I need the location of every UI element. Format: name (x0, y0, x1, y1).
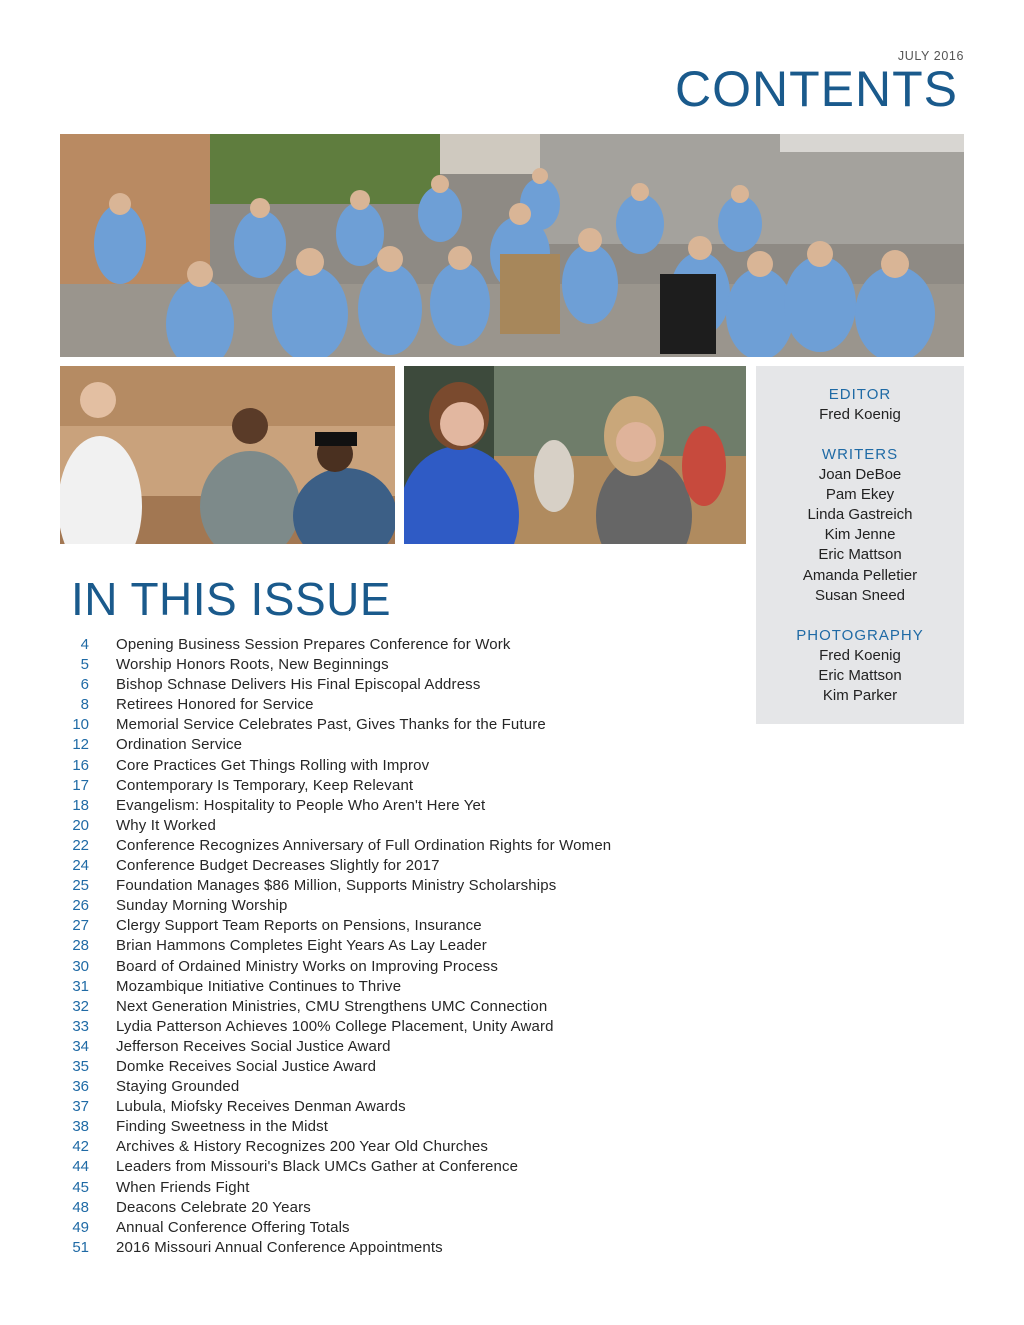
toc-item[interactable] (60, 856, 720, 876)
toc-item[interactable] (60, 836, 720, 856)
toc-item[interactable] (60, 957, 720, 977)
editor-group (756, 385, 964, 425)
toc-page-number: 37 (72, 1098, 89, 1116)
toc-article-title: Jefferson Receives Social Justice Award (116, 1037, 391, 1055)
toc-page-number: 42 (72, 1138, 89, 1156)
toc-page-number: 49 (72, 1218, 89, 1236)
toc-page-number: 5 (80, 656, 89, 674)
toc-page-number: 48 (72, 1198, 89, 1216)
toc-item[interactable] (60, 936, 720, 956)
toc-page-number: 4 (80, 636, 89, 653)
toc-article-title: Opening Business Session Prepares Conference for Work (116, 636, 511, 653)
toc-page-number: 35 (72, 1057, 89, 1075)
group-walk-photo (60, 134, 964, 357)
toc-article-title: Brian Hammons Completes Eight Years As Lay Leader (116, 937, 487, 955)
editor-name: Fred Koenig (819, 406, 901, 423)
toc-article-title: Conference Recognizes Anniversary of Full Ordination Rights for Women (116, 836, 612, 854)
toc-page-number: 30 (72, 957, 89, 975)
toc-page-number: 38 (72, 1118, 89, 1136)
writer-name: Amanda Pelletier (802, 566, 918, 584)
toc-page-number: 28 (72, 937, 89, 955)
writer-name: Linda Gastreich (807, 506, 913, 524)
toc-page-number: 26 (72, 897, 89, 915)
photography-group (756, 626, 964, 706)
toc-article-title: Conference Budget Decreases Slightly for 2017 (116, 857, 440, 875)
toc-page-number: 24 (72, 857, 89, 875)
photography-label: PHOTOGRAPHY (796, 626, 924, 644)
writer-name: Eric Mattson (818, 546, 902, 564)
toc-article-title: Leaders from Missouri's Black UMCs Gather at Conference (116, 1158, 519, 1176)
toc-page-number: 31 (72, 977, 89, 995)
writer-name: Susan Sneed (814, 586, 906, 604)
toc-item[interactable] (60, 1198, 720, 1218)
toc-item[interactable] (60, 675, 720, 695)
toc-article-title: Memorial Service Celebrates Past, Gives Thanks for the Future (116, 716, 546, 734)
toc-item[interactable] (60, 735, 720, 755)
toc-item[interactable] (60, 1178, 720, 1198)
toc-article-title: Archives & History Recognizes 200 Year Old Churches (116, 1138, 488, 1156)
toc-item[interactable] (60, 816, 720, 836)
toc-item[interactable] (60, 796, 720, 816)
toc-article-title: Deacons Celebrate 20 Years (116, 1198, 311, 1216)
toc-page-number: 44 (72, 1158, 89, 1176)
toc-item[interactable] (60, 1077, 720, 1097)
toc-item[interactable] (60, 1117, 720, 1137)
toc-page-number: 22 (72, 836, 89, 854)
photographer-name: Eric Mattson (818, 666, 902, 684)
toc-item[interactable] (60, 896, 720, 916)
toc-page-number: 12 (72, 736, 89, 754)
writer-name: Kim Jenne (824, 526, 896, 544)
toc-item[interactable] (60, 695, 720, 715)
issue-date: JULY 2016 (897, 49, 964, 63)
toc-article-title: 2016 Missouri Annual Conference Appointments (116, 1238, 443, 1256)
toc-article-title: Worship Honors Roots, New Beginnings (116, 656, 389, 674)
credits-panel (756, 366, 964, 724)
toc-article-title: Staying Grounded (116, 1078, 240, 1096)
toc-article-title: Board of Ordained Ministry Works on Improving Process (116, 957, 498, 975)
toc-article-title: Contemporary Is Temporary, Keep Relevant (116, 776, 414, 794)
women-talking-photo (404, 366, 746, 544)
writer-name: Pam Ekey (825, 486, 895, 504)
table-of-contents (60, 635, 720, 1258)
toc-item[interactable] (60, 1157, 720, 1177)
toc-page-number: 51 (72, 1238, 89, 1256)
toc-page-number: 16 (72, 756, 89, 774)
toc-item[interactable] (60, 756, 720, 776)
toc-article-title: Ordination Service (116, 736, 243, 754)
toc-article-title: Retirees Honored for Service (116, 696, 314, 714)
toc-item[interactable] (60, 916, 720, 936)
toc-article-title: Foundation Manages $86 Million, Supports Ministry Scholarships (116, 877, 557, 895)
toc-page-number: 20 (72, 816, 89, 834)
toc-page-number: 18 (72, 796, 89, 814)
toc-item[interactable] (60, 1057, 720, 1077)
writer-name: Joan DeBoe (818, 466, 902, 484)
writers-group (756, 445, 964, 606)
toc-page-number: 10 (72, 716, 89, 734)
toc-item[interactable] (60, 1017, 720, 1037)
toc-page-number: 25 (72, 877, 89, 895)
photographer-name: Kim Parker (822, 686, 898, 704)
toc-article-title: Sunday Morning Worship (116, 897, 288, 915)
toc-article-title: Annual Conference Offering Totals (116, 1218, 350, 1236)
toc-page-number: 8 (80, 696, 89, 714)
toc-item[interactable] (60, 977, 720, 997)
toc-article-title: Core Practices Get Things Rolling with Improv (116, 756, 430, 774)
toc-page-number: 17 (72, 776, 89, 794)
toc-article-title: Why It Worked (116, 816, 217, 834)
toc-article-title: Next Generation Ministries, CMU Strengthens UMC Connection (116, 997, 548, 1015)
toc-item[interactable] (60, 655, 720, 675)
toc-page-number: 34 (72, 1037, 89, 1055)
toc-article-title: Lubula, Miofsky Receives Denman Awards (116, 1098, 406, 1116)
toc-page-number: 32 (72, 997, 89, 1015)
toc-article-title: Evangelism: Hospitality to People Who Aren't Here Yet (116, 796, 486, 814)
toc-page-number: 27 (72, 917, 89, 935)
toc-item[interactable] (60, 997, 720, 1017)
toc-article-title: When Friends Fight (116, 1178, 250, 1196)
toc-page-number: 33 (72, 1017, 89, 1035)
toc-item[interactable] (60, 715, 720, 735)
toc-page-number: 45 (72, 1178, 89, 1196)
toc-article-title: Domke Receives Social Justice Award (116, 1057, 377, 1075)
toc-item[interactable] (60, 876, 720, 896)
toc-item[interactable] (60, 1238, 720, 1258)
toc-item[interactable] (60, 1037, 720, 1057)
contents-title: CONTENTS (675, 61, 958, 117)
toc-item[interactable] (60, 1097, 720, 1117)
toc-item[interactable] (60, 1218, 720, 1238)
men-seated-photo (60, 366, 395, 544)
toc-item[interactable] (60, 635, 720, 655)
toc-item[interactable] (60, 1137, 720, 1157)
toc-article-title: Bishop Schnase Delivers His Final Episcopal Address (116, 676, 481, 694)
in-this-issue-heading: IN THIS ISSUE (71, 573, 392, 625)
toc-article-title: Mozambique Initiative Continues to Thrive (116, 977, 402, 995)
toc-item[interactable] (60, 776, 720, 796)
toc-article-title: Lydia Patterson Achieves 100% College Placement, Unity Award (116, 1017, 554, 1035)
writers-label: WRITERS (821, 446, 899, 464)
toc-article-title: Finding Sweetness in the Midst (116, 1118, 329, 1136)
editor-label: EDITOR (828, 386, 892, 403)
photographer-name: Fred Koenig (819, 646, 901, 664)
toc-page-number: 36 (72, 1078, 89, 1096)
toc-page-number: 6 (80, 676, 89, 694)
toc-article-title: Clergy Support Team Reports on Pensions, Insurance (116, 917, 482, 935)
